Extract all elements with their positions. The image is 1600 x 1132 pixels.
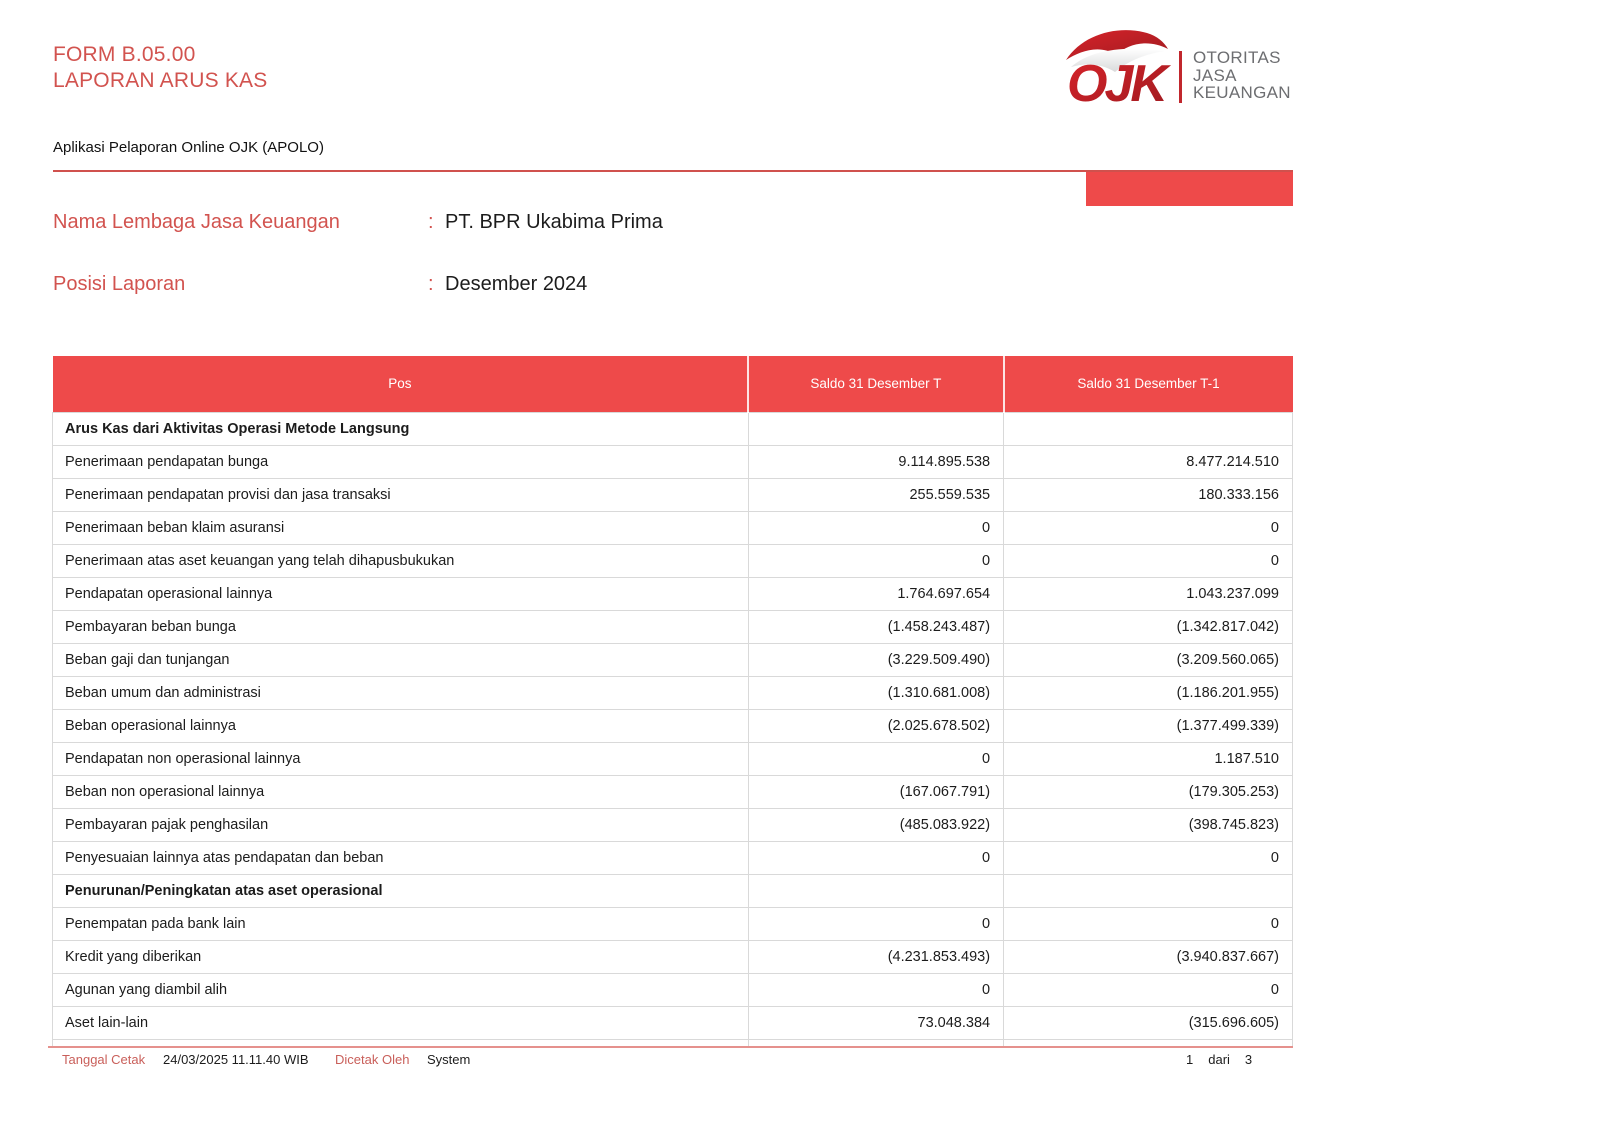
logo-org-name xyxy=(1193,49,1291,102)
table-row xyxy=(53,643,1293,676)
institution-colon: : xyxy=(428,211,434,233)
table-row xyxy=(53,478,1293,511)
page-separator-word: dari xyxy=(1208,1052,1230,1067)
logo-org-line-2: JASA xyxy=(1193,65,1237,85)
col-header-saldo-t1: Saldo 31 Desember T-1 xyxy=(1004,356,1293,412)
row-label: Kredit yang diberikan xyxy=(53,940,749,973)
row-value-t1: (1.377.499.339) xyxy=(1004,709,1293,742)
period-colon: : xyxy=(428,273,434,295)
row-label: Penerimaan beban klaim asuransi xyxy=(53,511,749,544)
row-label: Beban non operasional lainnya xyxy=(53,775,749,808)
logo-divider xyxy=(1179,51,1182,103)
row-value-t: (1.458.243.487) xyxy=(748,610,1003,643)
institution-label: Nama Lembaga Jasa Keuangan xyxy=(53,211,340,233)
print-date-value: 24/03/2025 11.11.40 WIB xyxy=(163,1052,309,1067)
row-label: Aset lain-lain xyxy=(53,1006,749,1039)
page-footer xyxy=(0,1052,1600,1074)
table-row xyxy=(53,544,1293,577)
report-title-block xyxy=(53,42,267,94)
row-value-t1: 1.043.237.099 xyxy=(1004,577,1293,610)
form-title: LAPORAN ARUS KAS xyxy=(53,69,268,92)
row-value-t: 0 xyxy=(748,544,1003,577)
cashflow-table xyxy=(52,356,1293,1046)
row-value-t xyxy=(748,874,1003,907)
page-current: 1 xyxy=(1186,1052,1194,1067)
cashflow-table-body xyxy=(53,412,1293,1046)
row-value-t1: 1.187.510 xyxy=(1004,742,1293,775)
row-value-t: (167.067.791) xyxy=(748,775,1003,808)
logo-org-line-1: OTORITAS xyxy=(1193,48,1281,67)
row-value-t1: (398.745.823) xyxy=(1004,808,1293,841)
row-value-t xyxy=(748,412,1003,445)
row-value-t: 0 xyxy=(748,742,1003,775)
table-row xyxy=(53,775,1293,808)
logo-org-line-3: KEUANGAN xyxy=(1193,83,1291,102)
row-value-t: 9.114.895.538 xyxy=(748,445,1003,478)
row-value-t: (4.231.853.493) xyxy=(748,940,1003,973)
row-value-t1: 0 xyxy=(1004,511,1293,544)
row-label: Penerimaan pendapatan provisi dan jasa transaksi xyxy=(53,478,749,511)
row-value-t: (485.083.922) xyxy=(748,808,1003,841)
printed-by-value: System xyxy=(427,1052,471,1067)
period-row xyxy=(53,272,587,296)
institution-row xyxy=(53,210,663,234)
row-value-t1: (3.940.837.667) xyxy=(1004,940,1293,973)
row-cutoff-cell xyxy=(748,1039,1003,1046)
app-name: Aplikasi Pelaporan Online OJK (APOLO) xyxy=(53,139,324,156)
row-label: Arus Kas dari Aktivitas Operasi Metode Langsung xyxy=(53,412,749,445)
row-label: Beban umum dan administrasi xyxy=(53,676,749,709)
row-value-t: 1.764.697.654 xyxy=(748,577,1003,610)
table-row xyxy=(53,676,1293,709)
form-code: FORM B.05.00 xyxy=(53,43,196,66)
row-value-t: (1.310.681.008) xyxy=(748,676,1003,709)
row-label: Beban operasional lainnya xyxy=(53,709,749,742)
page-indicator xyxy=(1186,1052,1252,1067)
row-cutoff-cell xyxy=(53,1039,749,1046)
table-row xyxy=(53,412,1293,445)
table-row xyxy=(53,610,1293,643)
row-value-t1: 8.477.214.510 xyxy=(1004,445,1293,478)
table-row xyxy=(53,577,1293,610)
row-value-t: 0 xyxy=(748,511,1003,544)
table-row xyxy=(53,841,1293,874)
table-row xyxy=(53,742,1293,775)
row-label: Penerimaan pendapatan bunga xyxy=(53,445,749,478)
table-row xyxy=(53,973,1293,1006)
row-value-t1 xyxy=(1004,412,1293,445)
row-value-t1: (1.342.817.042) xyxy=(1004,610,1293,643)
row-value-t: 255.559.535 xyxy=(748,478,1003,511)
row-value-t1: 0 xyxy=(1004,907,1293,940)
table-row xyxy=(53,940,1293,973)
table-row xyxy=(53,907,1293,940)
ojk-logo xyxy=(1063,24,1291,108)
row-value-t1: (179.305.253) xyxy=(1004,775,1293,808)
row-value-t: 0 xyxy=(748,907,1003,940)
row-label: Beban gaji dan tunjangan xyxy=(53,643,749,676)
table-row xyxy=(53,808,1293,841)
page-total: 3 xyxy=(1244,1052,1253,1067)
row-label: Agunan yang diambil alih xyxy=(53,973,749,1006)
row-value-t1 xyxy=(1004,874,1293,907)
table-row xyxy=(53,445,1293,478)
period-label: Posisi Laporan xyxy=(53,273,186,295)
row-cutoff-cell xyxy=(1004,1039,1293,1046)
row-label: Pendapatan non operasional lainnya xyxy=(53,742,749,775)
table-row xyxy=(53,874,1293,907)
ojk-logotype: OJK xyxy=(1067,55,1165,108)
row-value-t: (3.229.509.490) xyxy=(748,643,1003,676)
table-row xyxy=(53,1006,1293,1039)
table-row xyxy=(53,511,1293,544)
col-header-pos: Pos xyxy=(53,356,749,412)
row-label: Pembayaran pajak penghasilan xyxy=(53,808,749,841)
row-label: Penempatan pada bank lain xyxy=(53,907,749,940)
row-value-t1: 0 xyxy=(1004,544,1293,577)
row-value-t: 73.048.384 xyxy=(748,1006,1003,1039)
footer-rule xyxy=(48,1046,1293,1048)
row-value-t1: (3.209.560.065) xyxy=(1004,643,1293,676)
row-value-t1: 0 xyxy=(1004,841,1293,874)
period-value: Desember 2024 xyxy=(445,273,588,295)
table-header-row xyxy=(53,356,1293,412)
row-value-t: 0 xyxy=(748,973,1003,1006)
row-value-t1: (1.186.201.955) xyxy=(1004,676,1293,709)
print-date-label: Tanggal Cetak xyxy=(62,1052,146,1067)
row-value-t: (2.025.678.502) xyxy=(748,709,1003,742)
row-label: Pendapatan operasional lainnya xyxy=(53,577,749,610)
row-label: Pembayaran beban bunga xyxy=(53,610,749,643)
institution-value: PT. BPR Ukabima Prima xyxy=(445,211,663,233)
row-label: Penyesuaian lainnya atas pendapatan dan beban xyxy=(53,841,749,874)
row-value-t1: 0 xyxy=(1004,973,1293,1006)
row-value-t1: 180.333.156 xyxy=(1004,478,1293,511)
row-value-t: 0 xyxy=(748,841,1003,874)
header-highlight-box xyxy=(1086,172,1293,206)
printed-by-label: Dicetak Oleh xyxy=(335,1052,410,1067)
row-label: Penurunan/Peningkatan atas aset operasional xyxy=(53,874,749,907)
ojk-flag-icon xyxy=(1063,24,1173,108)
row-value-t1: (315.696.605) xyxy=(1004,1006,1293,1039)
col-header-saldo-t: Saldo 31 Desember T xyxy=(748,356,1003,412)
table-row-cutoff xyxy=(53,1039,1293,1046)
table-row xyxy=(53,709,1293,742)
row-label: Penerimaan atas aset keuangan yang telah dihapusbukukan xyxy=(53,544,749,577)
